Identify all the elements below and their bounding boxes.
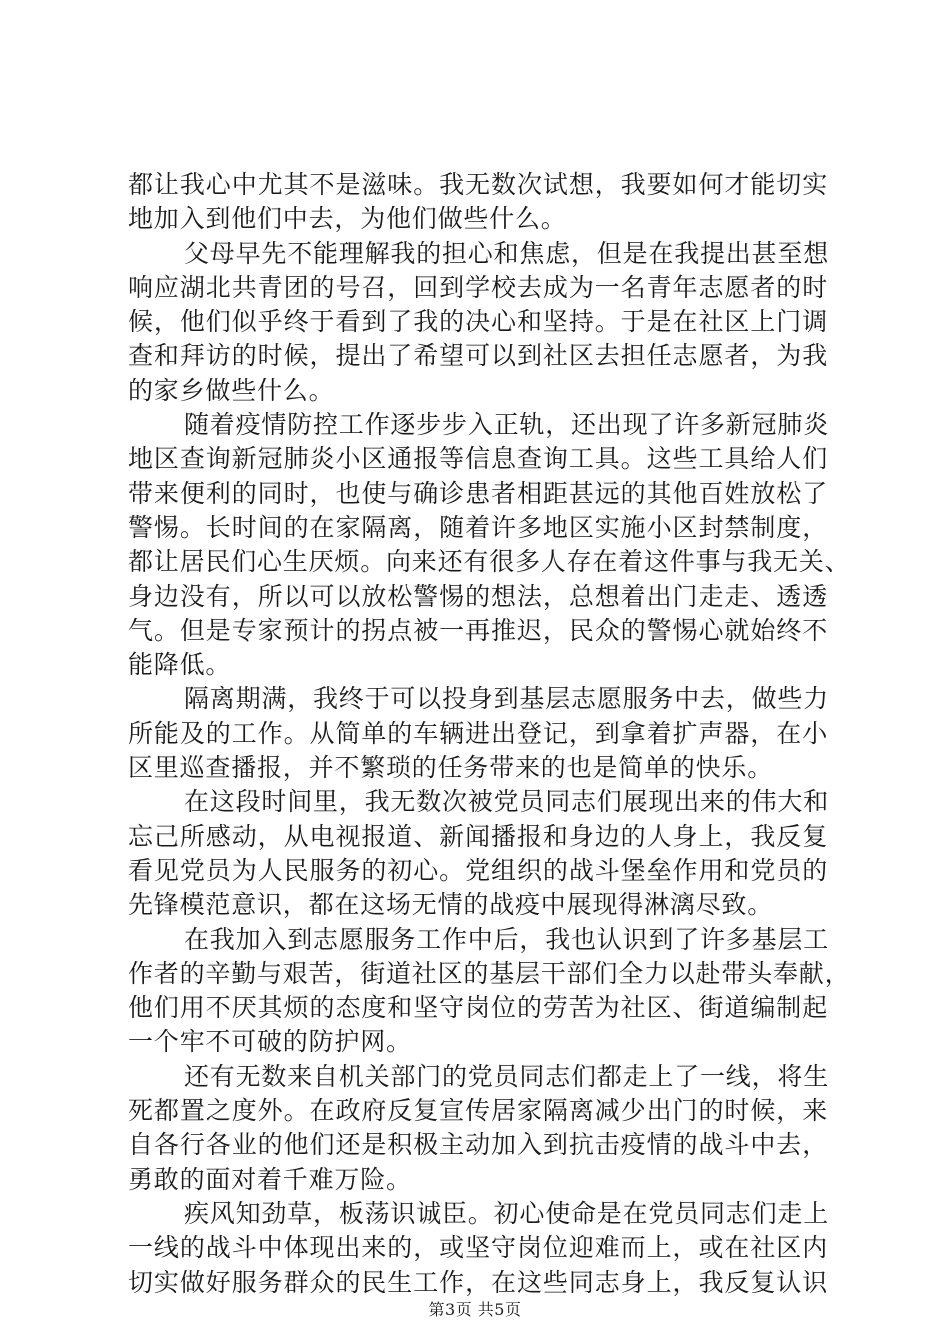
text-line: 随着疫情防控工作逐步步入正轨，还出现了许多新冠肺炎 [184,410,830,440]
text-line: 警惕。长时间的在家隔离，随着许多地区实施小区封禁制度， [128,512,828,542]
text-line: 地加入到他们中去，为他们做些什么。 [128,204,567,234]
text-line: 响应湖北共青团的号召，回到学校去成为一名青年志愿者的时 [128,272,828,302]
paragraph [128,168,828,237]
text-line: 疾风知劲草，板荡识诚臣。初心使命是在党员同志们走上 [184,1198,830,1228]
text-line: 身边没有，所以可以放松警惕的想法，总想着出门走走、透透 [128,581,828,611]
text-line: 都让我心中尤其不是滋味。我无数次试想，我要如何才能切实 [128,170,828,199]
page-footer: 第3页 共5页 [428,1300,522,1319]
text-line: 区里巡查播报，并不繁琐的任务带来的也是简单的快乐。 [128,753,774,783]
paragraph [128,785,828,922]
text-line: 带来便利的同时，也使与确诊患者相距甚远的其他百姓放松了 [128,478,828,508]
text-line: 隔离期满，我终于可以投身到基层志愿服务中去，做些力 [184,684,830,714]
text-line: 忘己所感动，从电视报道、新闻播报和身边的人身上，我反复 [128,821,828,851]
text-line: 切实做好服务群众的民生工作，在这些同志身上，我反复认识 [128,1267,828,1297]
text-line: 查和拜访的时候，提出了希望可以到社区去担任志愿者，为我 [128,341,828,371]
text-line: 的家乡做些什么。 [128,375,335,405]
text-line: 作者的辛勤与艰苦，街道社区的基层干部们全力以赴带头奉献， [128,958,851,988]
text-line: 自各行各业的他们还是积极主动加入到抗击疫情的战斗中去， [128,1130,828,1160]
paragraph [128,1197,828,1300]
text-line: 一线的战斗中体现出来的，或坚守岗位迎难而上，或在社区内 [128,1233,828,1263]
text-line: 都让居民们心生厌烦。向来还有很多人存在着这件事与我无关、 [128,547,851,577]
text-line: 先锋模范意识，都在这场无情的战疫中展现得淋漓尽致。 [128,890,774,920]
paragraph [128,682,828,785]
paragraph [128,923,851,1060]
paragraph [128,237,828,408]
text-line: 在我加入到志愿服务工作中后，我也认识到了许多基层工 [184,924,830,954]
text-line: 还有无数来自机关部门的党员同志们都走上了一线，将生 [184,1061,830,1091]
text-line: 所能及的工作。从简单的车辆进出登记，到拿着扩声器，在小 [128,718,828,748]
paragraph [128,1060,828,1197]
body-text [128,168,851,1300]
text-line: 一个牢不可破的防护网。 [128,1027,412,1057]
text-line: 气。但是专家预计的拐点被一再推迟，民众的警惕心就始终不 [128,615,828,645]
text-line: 候，他们似乎终于看到了我的决心和坚持。于是在社区上门调 [128,307,828,337]
text-line: 父母早先不能理解我的担心和焦虑，但是在我提出甚至想 [184,238,830,268]
text-line: 地区查询新冠肺炎小区通报等信息查询工具。这些工具给人们 [128,444,828,474]
text-line: 看见党员为人民服务的初心。党组织的战斗堡垒作用和党员的 [128,855,828,885]
text-line: 在这段时间里，我无数次被党员同志们展现出来的伟大和 [184,787,830,817]
text-line: 死都置之度外。在政府反复宣传居家隔离减少出门的时候，来 [128,1096,828,1126]
text-line: 勇敢的面对着千难万险。 [128,1164,412,1194]
paragraph [128,408,851,682]
text-line: 他们用不厌其烦的态度和坚守岗位的劳苦为社区、街道编制起 [128,993,828,1023]
text-line: 能降低。 [128,650,232,680]
